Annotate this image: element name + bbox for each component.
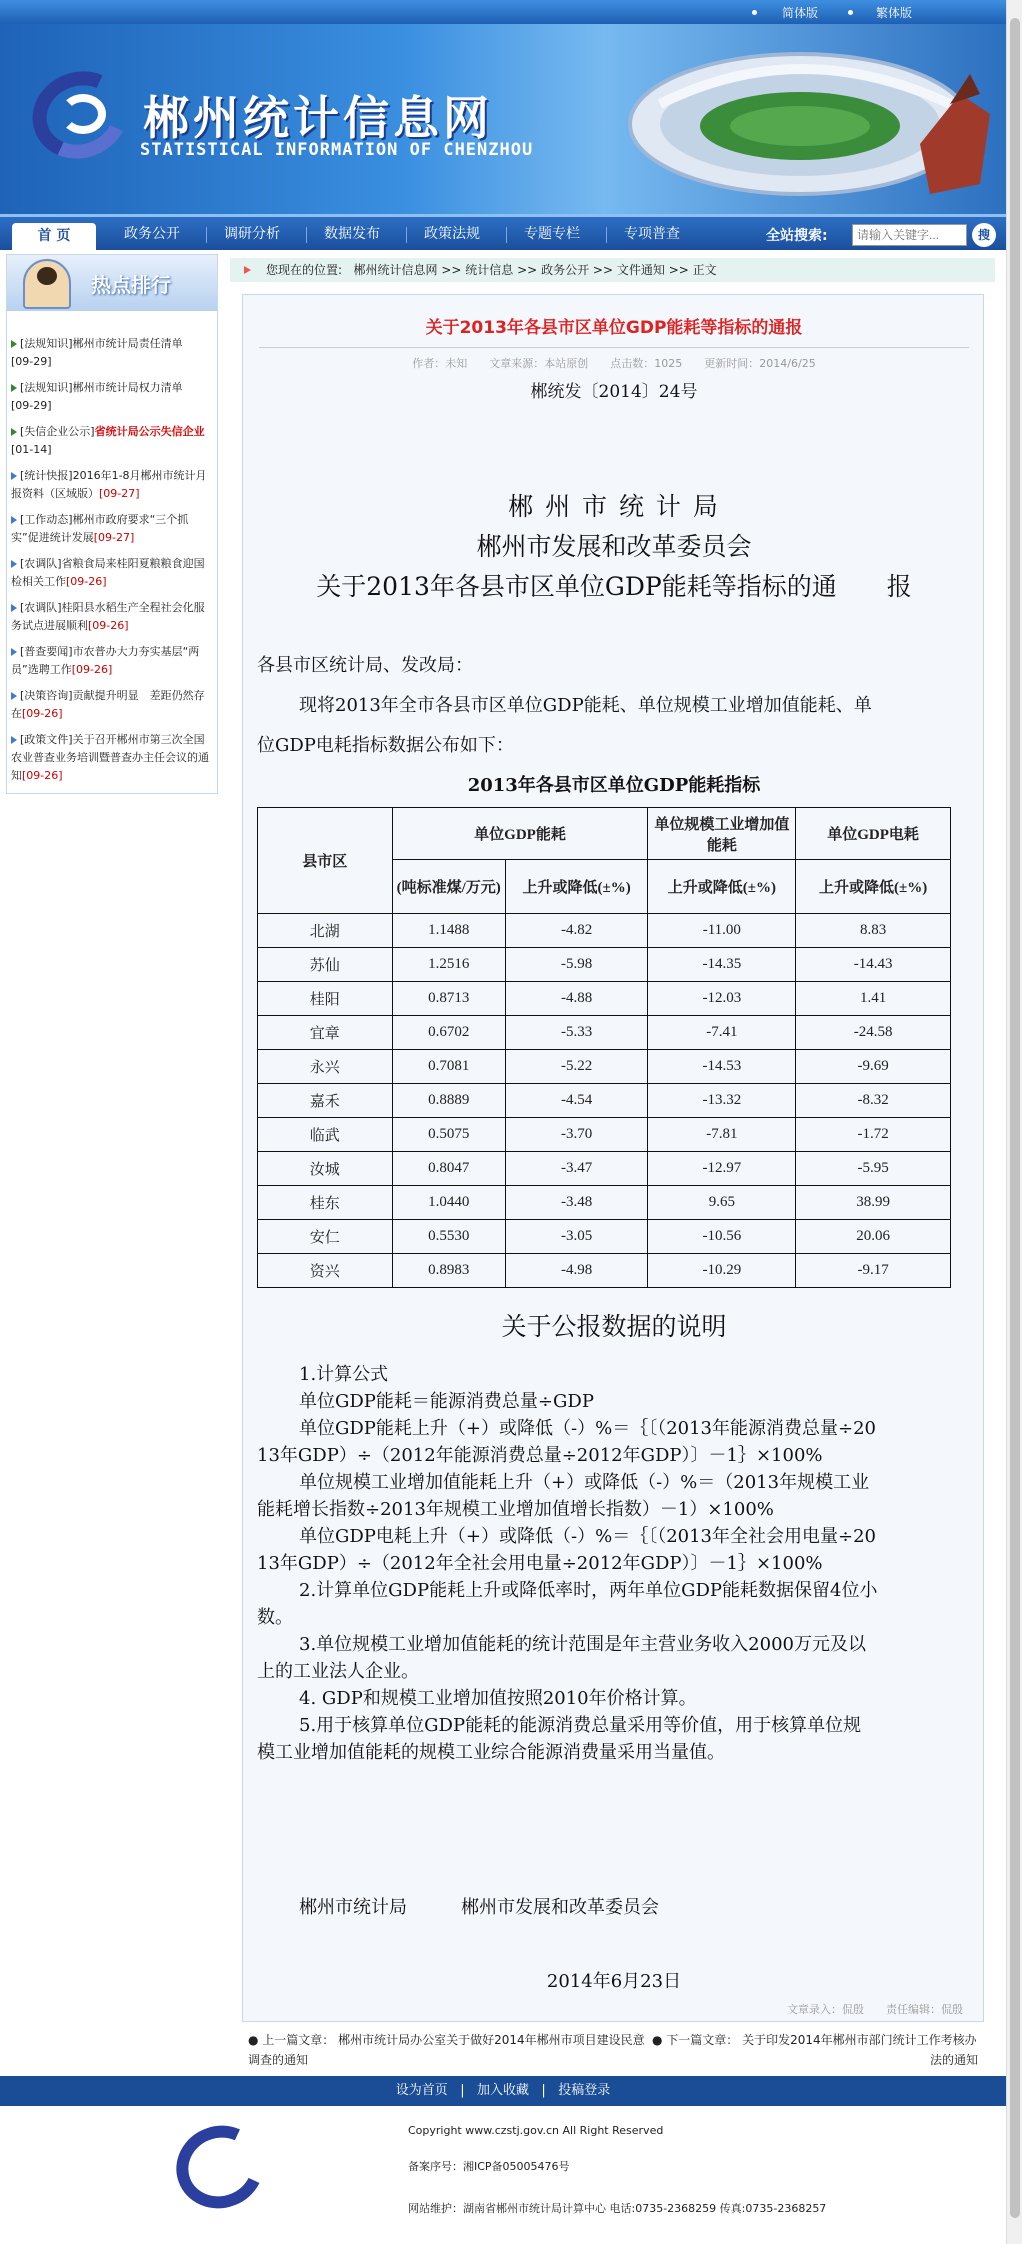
- table-row: [258, 1220, 951, 1254]
- table-cell: -13.32: [648, 1084, 796, 1118]
- note-line: 单位GDP能耗＝能源消费总量÷GDP: [299, 1391, 594, 1412]
- note-line: 3.单位规模工业增加值能耗的统计范围是年主营业务收入2000万元及以: [299, 1634, 866, 1655]
- table-cell: -7.41: [648, 1016, 796, 1050]
- table-cell: 临武: [258, 1118, 393, 1152]
- note-line: 单位GDP能耗上升（+）或降低（-）%＝｛〔（2013年能源消费总量÷20: [299, 1418, 876, 1439]
- breadcrumb: 您现在的位置: 郴州统计信息网 >> 统计信息 >> 政务公开 >> 文件通知 >> 正文: [230, 258, 995, 282]
- bullet-icon: [11, 604, 17, 612]
- table-row: [258, 914, 951, 948]
- table-cell: 苏仙: [258, 948, 393, 982]
- divider: [259, 347, 969, 348]
- col-industry-energy: 单位规模工业增加值能耗: [648, 808, 796, 860]
- nav-divider: [506, 227, 507, 243]
- table-cell: 9.65: [648, 1186, 796, 1220]
- table-cell: -5.33: [505, 1016, 648, 1050]
- table-cell: 0.8889: [392, 1084, 505, 1118]
- search-button[interactable]: 搜: [972, 223, 996, 247]
- table-cell: -9.69: [796, 1050, 951, 1084]
- table-cell: -14.35: [648, 948, 796, 982]
- set-homepage-link[interactable]: 设为首页: [395, 2083, 448, 2098]
- list-item[interactable]: [统计快报]2016年1-8月郴州市统计月报资料（区域版）[09-27]: [11, 469, 207, 500]
- bullet-icon: [752, 10, 757, 15]
- nav-item-policy[interactable]: 政策法规: [424, 226, 480, 242]
- table-cell: -4.54: [505, 1084, 648, 1118]
- search-input[interactable]: [852, 224, 967, 246]
- submit-login-link[interactable]: 投稿登录: [558, 2083, 611, 2098]
- table-cell: 0.7081: [392, 1050, 505, 1084]
- site-banner: [0, 24, 1006, 214]
- sign-date: 2014年6月23日: [546, 1971, 682, 1992]
- table-row: [258, 1186, 951, 1220]
- intro-line-2: 位GDP电耗指标数据公布如下：: [257, 735, 514, 756]
- note-line: 单位GDP电耗上升（+）或降低（-）%＝｛〔（2013年全社会用电量÷20: [299, 1526, 876, 1547]
- bullet-icon: [11, 648, 17, 656]
- table-row: [258, 1050, 951, 1084]
- bullet-icon: [11, 736, 17, 744]
- note-line: 1.计算公式: [299, 1364, 389, 1385]
- nav-item-data[interactable]: 数据发布: [324, 226, 380, 242]
- table-row: [258, 1152, 951, 1186]
- col-unit: (吨标准煤/万元): [392, 860, 505, 914]
- table-cell: 0.8983: [392, 1254, 505, 1288]
- hot-ranking-sidebar: [6, 254, 218, 794]
- article-meta: 作者：未知 文章来源：本站原创 点击数：1025 更新时间：2014/6/25: [412, 357, 816, 370]
- table-row: [258, 1254, 951, 1288]
- table-cell: 0.8047: [392, 1152, 505, 1186]
- breadcrumb-home[interactable]: 郴州统计信息网: [353, 263, 438, 277]
- stadium-image: [620, 34, 1006, 204]
- table-cell: 1.0440: [392, 1186, 505, 1220]
- table-row: [258, 1084, 951, 1118]
- scrollbar[interactable]: [1006, 0, 1022, 2244]
- table-cell: -14.43: [796, 948, 951, 982]
- table-cell: 北湖: [258, 914, 393, 948]
- note-line: 单位规模工业增加值能耗上升（+）或降低（-）%＝（2013年规模工业: [299, 1472, 870, 1493]
- note-line: 上的工业法人企业。: [257, 1661, 419, 1682]
- table-cell: -10.56: [648, 1220, 796, 1254]
- note-line: 数。: [257, 1607, 293, 1628]
- person-icon: [23, 259, 71, 309]
- col-gdp-energy: 单位GDP能耗: [392, 808, 648, 860]
- table-cell: 桂东: [258, 1186, 393, 1220]
- list-item[interactable]: [农调队]省粮食局来桂阳夏粮粮食迎国检相关工作[09-26]: [11, 557, 205, 588]
- energy-table: [257, 807, 951, 1288]
- next-article-link[interactable]: 关于印发2014年郴州市部门统计工作考核办: [742, 2033, 977, 2047]
- table-cell: 桂阳: [258, 982, 393, 1016]
- table-cell: 38.99: [796, 1186, 951, 1220]
- bullet-icon: [11, 560, 17, 568]
- table-cell: 0.5530: [392, 1220, 505, 1254]
- breadcrumb-stats[interactable]: 统计信息: [465, 263, 514, 277]
- nav-item-topics[interactable]: 专题专栏: [524, 226, 580, 242]
- table-row: [258, 982, 951, 1016]
- nav-divider: [206, 227, 207, 243]
- article-title: 关于2013年各县市区单位GDP能耗等指标的通报: [425, 318, 803, 338]
- note-line: 13年GDP）÷（2012年全社会用电量÷2012年GDP）〕－1｝×100%: [257, 1553, 823, 1574]
- list-item[interactable]: [决策咨询]贡献提升明显 差距仍然存在[09-26]: [11, 689, 205, 720]
- list-item[interactable]: [农调队]桂阳县水稻生产全程社会化服务试点进展顺利[09-26]: [11, 601, 205, 632]
- note-line: 5.用于核算单位GDP能耗的能源消费总量采用等价值，用于核算单位规: [299, 1715, 862, 1736]
- nav-item-research[interactable]: 调研分析: [224, 226, 280, 242]
- site-subtitle: STATISTICAL INFORMATION OF CHENZHOU: [140, 140, 534, 160]
- editors: 文章录入：侃殷 责任编辑：侃殷: [787, 2003, 963, 2016]
- bullet-icon: [11, 516, 17, 524]
- list-item[interactable]: [法规知识]郴州市统计局责任清单 [09-29]: [11, 337, 183, 368]
- footer-links: 设为首页 | 加入收藏 | 投稿登录: [0, 2076, 1006, 2106]
- table-cell: -1.72: [796, 1118, 951, 1152]
- list-item[interactable]: [政策文件]关于召开郴州市第三次全国农业普查业务培训暨普查办主任会议的通知[09-26]: [11, 733, 209, 782]
- table-cell: 1.1488: [392, 914, 505, 948]
- nav-divider: [306, 227, 307, 243]
- bullet-icon: [11, 340, 17, 348]
- table-cell: 8.83: [796, 914, 951, 948]
- top-bar: [0, 0, 1006, 24]
- bullet-icon: [11, 428, 17, 436]
- sidebar-title: 热点排行: [91, 273, 171, 297]
- list-item[interactable]: [法规知识]郴州市统计局权力清单 [09-29]: [11, 381, 183, 412]
- table-cell: -4.88: [505, 982, 648, 1016]
- table-cell: -5.98: [505, 948, 648, 982]
- nav-divider: [406, 227, 407, 243]
- prev-article-link[interactable]: 郴州市统计局办公室关于做好2014年郴州市项目建设民意: [338, 2033, 645, 2047]
- bullet-icon: [11, 384, 17, 392]
- next-article-link-cont[interactable]: 法的通知: [929, 2053, 978, 2067]
- breadcrumb-current: 正文: [692, 263, 717, 277]
- simplified-link[interactable]: 简体版: [782, 6, 819, 20]
- table-cell: -9.17: [796, 1254, 951, 1288]
- note-line: 2.计算单位GDP能耗上升或降低率时，两年单位GDP能耗数据保留4位小: [299, 1580, 878, 1601]
- table-cell: 嘉禾: [258, 1084, 393, 1118]
- table-cell: -11.00: [648, 914, 796, 948]
- sidebar-header: [7, 255, 217, 311]
- article-panel: [242, 294, 984, 2022]
- table-cell: -14.53: [648, 1050, 796, 1084]
- site-footer: [0, 2106, 1006, 2244]
- note-line: 13年GDP）÷（2012年能源消费总量÷2012年GDP）〕－1｝×100%: [257, 1445, 823, 1466]
- table-cell: -12.97: [648, 1152, 796, 1186]
- notes-title: 关于公报数据的说明: [501, 1312, 727, 1341]
- table-cell: -3.70: [505, 1118, 648, 1152]
- nav-item-census[interactable]: 专项普查: [624, 226, 680, 242]
- list-item[interactable]: [失信企业公示]省统计局公示失信企业[01-14]: [11, 425, 205, 456]
- table-cell: 永兴: [258, 1050, 393, 1084]
- table-cell: 20.06: [796, 1220, 951, 1254]
- table-cell: 资兴: [258, 1254, 393, 1288]
- table-row: [258, 1016, 951, 1050]
- col-change: 上升或降低(±%): [796, 860, 951, 914]
- site-title: 郴州统计信息网: [143, 91, 493, 145]
- breadcrumb-notices[interactable]: 文件通知: [616, 263, 665, 277]
- scrollbar-thumb[interactable]: [1010, 18, 1020, 2218]
- add-favorite-link[interactable]: 加入收藏: [476, 2083, 529, 2098]
- table-cell: 1.2516: [392, 948, 505, 982]
- col-gdp-electricity: 单位GDP电耗: [796, 808, 951, 860]
- table-cell: 宜章: [258, 1016, 393, 1050]
- signature: 郴州市统计局 郴州市发展和改革委员会: [299, 1897, 659, 1918]
- table-cell: -4.98: [505, 1254, 648, 1288]
- doc-number: 郴统发〔2014〕24号: [530, 382, 698, 402]
- list-item[interactable]: [普查要闻]市农普办大力夯实基层“两员”选聘工作[09-26]: [11, 645, 200, 676]
- table-row: [258, 1118, 951, 1152]
- nav-item-gov[interactable]: 政务公开: [124, 226, 180, 242]
- note-line: 能耗增长指数÷2013年规模工业增加值增长指数）－1）×100%: [257, 1499, 774, 1520]
- nav-home[interactable]: 首 页: [12, 223, 96, 250]
- table-cell: 0.6702: [392, 1016, 505, 1050]
- table-cell: -4.82: [505, 914, 648, 948]
- col-county: 县市区: [258, 808, 393, 914]
- table-cell: 0.8713: [392, 982, 505, 1016]
- intro-line-1: 现将2013年全市各县市区单位GDP能耗、单位规模工业增加值能耗、单: [299, 695, 872, 716]
- list-item[interactable]: [工作动态]郴州市政府要求“三个抓实”促进统计发展[09-27]: [11, 513, 189, 544]
- traditional-link[interactable]: 繁体版: [876, 6, 913, 20]
- note-line: 模工业增加值能耗的规模工业综合能源消费量采用当量值。: [257, 1742, 725, 1763]
- table-cell: 汝城: [258, 1152, 393, 1186]
- table-cell: -8.32: [796, 1084, 951, 1118]
- bullet-icon: [848, 10, 853, 15]
- icp-number: 备案序号：湘ICP备05005476号: [408, 2160, 570, 2173]
- footer-logo-icon: [165, 2113, 276, 2220]
- issuer-ndrc: 郴州市发展和改革委员会: [476, 532, 752, 561]
- nav-divider: [606, 227, 607, 243]
- table-row: [258, 948, 951, 982]
- issuer-stats: 郴 州 市 统 计 局: [508, 492, 720, 521]
- table-cell: -7.81: [648, 1118, 796, 1152]
- table-cell: -3.48: [505, 1186, 648, 1220]
- logo-inner-icon: [60, 94, 106, 134]
- table-cell: -10.29: [648, 1254, 796, 1288]
- document-heading: 关于2013年各县市区单位GDP能耗等指标的通 报: [316, 572, 912, 601]
- bullet-icon: [11, 472, 17, 480]
- main-nav: [0, 214, 1006, 250]
- bullet-icon: [11, 692, 17, 700]
- maintainer: 网站维护：湖南省郴州市统计局计算中心 电话:0735-2368259 传真:0735-2368257: [408, 2202, 827, 2215]
- note-line: 4. GDP和规模工业增加值按照2010年价格计算。: [299, 1688, 697, 1709]
- table-cell: 1.41: [796, 982, 951, 1016]
- prev-article-link-cont[interactable]: 调查的通知: [248, 2053, 309, 2067]
- notes-body: [257, 1361, 957, 1766]
- table-cell: -12.03: [648, 982, 796, 1016]
- table-cell: 0.5075: [392, 1118, 505, 1152]
- addressee: 各县市区统计局、发改局：: [257, 655, 473, 676]
- table-cell: -5.95: [796, 1152, 951, 1186]
- breadcrumb-gov[interactable]: 政务公开: [541, 263, 590, 277]
- page: 简体版 繁体版 郴州统计信息网 STATISTICAL INFORMATION OF CHENZHOU 首 页 政务公开 调研分析 数据发布 政策法规 专题专栏 专项普查 全站搜索: 请输入关键字... 搜 热点排行 [法规知识]郴州市统计局责任清单 [09-29] [法规知识]郴州市统计局权力清单 [09-29] [失信企业公示]省统计局公示失信企业[01-14] [统计快报]2016年1-8月郴州市统计月报资料（区域版）[09-27] [工作动态]郴州市政府要求“三个抓实”促进统计发展[09-27] [农调队]省粮食局来桂阳夏粮粮食迎国检相关工作[09-26] [农调队]桂阳县水稻生产全程社会化服务试点进展顺利[09-26] [普查要闻]市农普办大力夯实基层“两员”选聘工作[09-26] [决策咨询]贡献提升明显 差距仍然存在[09-26] [政策文件]关于召开郴州市第三次全国农业普查业务培训暨普查办主任会议的通知[09-26] 您现在的位置: 郴州统计信息网 >> 统计信息 >> 政务公开 >> 文件通知 >> 正文 关于2013年各县市区单位GDP能耗等指标的通报 作者：未知 文章来源：本站原创 点击数：1025 更新时间：2014/6/25 郴统发〔2014〕24号 郴 州 市 统 计 局 郴州市发展和改革委员会 关于2013年各县市区单位GDP能耗等指标的通 报 各县市区统计局、发改局： 现将2013年全市各县市区单位GDP能耗、单位规模工业增加值能耗、单 位GDP电耗指标数据公布如下： 2013年各县市区单位GDP能耗指标 县市区 单位GDP能耗 单位规模工业增加值能耗 单位GDP电耗 (吨标准煤/万元) 上升或降低(±%) 上升或降低(±%) 上升或降低(±%) 北湖 1.1488 -4.82 -11.00 8.83 苏仙 1.2516 -5.98 -14.35 -14.43 桂阳 0.8713 -4.88 -12.03 1.41 宜章 0.6702 -5.33 -7.41 -24.58 永兴 0.7081 -5.22 -14.53 -9.69 嘉禾 0.8889 -4.54 -13.32 -8.32 临武 0.5075 -3.70 -7.81 -1.72 汝城 0.8047 -3.47 -12.97 -5.95 桂东 1.0440 -3.48 9.65 38.99 安仁 0.5530 -3.05 -10.56 20.06 资兴 0.8983 -4.98 -10.29 -9.17 关于公报数据的说明 1.计算公式 单位GDP能耗＝能源消费总量÷GDP 单位GDP能耗上升（+）或降低（-）%＝｛〔（2013年能源消费总量÷20 13年GDP）÷（2012年能源消费总量÷2012年GDP）〕－1｝×100% 单位规模工业增加值能耗上升（+）或降低（-）%＝（2013年规模工业 能耗增长指数÷2013年规模工业增加值增长指数）－1）×100% 单位GDP电耗上升（+）或降低（-）%＝｛〔（2013年全社会用电量÷20 13年GDP）÷（2012年全社会用电量÷2012年GDP）〕－1｝×100% 2.计算单位GDP能耗上升或降低率时，两年单位GDP能耗数据保留4位小 数。 3.单位规模工业增加值能耗的统计范围是年主营业务收入2000万元及以 上的工业法人企业。 4. GDP和规模工业增加值按照2010年价格计算。 5.用于核算单位GDP能耗的能源消费总量采用等价值，用于核算单位规 模工业增加值能耗的规模工业综合能源消费量采用当量值。 郴州市统计局 郴州市发展和改革委员会 2014年6月23日 文章录入：侃殷 责任编辑：侃殷 ● 上一篇文章： 郴州市统计局办公室关于做好2014年郴州市项目建设民意 调查的通知 ● 下一篇文章： 关于印发2014年郴州市部门统计工作考核办 法的通知 设为首页 | 加入收藏 | 投稿登录 Copyright www.czstj.gov.cn All Right Reserved 备案序号：湘ICP备05005476号 网站维护：湖南省郴州市统计局计算中心 电话:0735-2368259 传真:0735-2368257: [0, 0, 1006, 2244]
- table-cell: -3.47: [505, 1152, 648, 1186]
- copyright: Copyright www.czstj.gov.cn All Right Reserved: [408, 2124, 664, 2137]
- col-change: 上升或降低(±%): [648, 860, 796, 914]
- col-change: 上升或降低(±%): [505, 860, 648, 914]
- table-cell: -3.05: [505, 1220, 648, 1254]
- arrow-icon: [244, 266, 251, 274]
- search-label: 全站搜索:: [766, 228, 828, 244]
- table-cell: -24.58: [796, 1016, 951, 1050]
- table-cell: -5.22: [505, 1050, 648, 1084]
- table-cell: 安仁: [258, 1220, 393, 1254]
- table-title: 2013年各县市区单位GDP能耗指标: [467, 775, 761, 796]
